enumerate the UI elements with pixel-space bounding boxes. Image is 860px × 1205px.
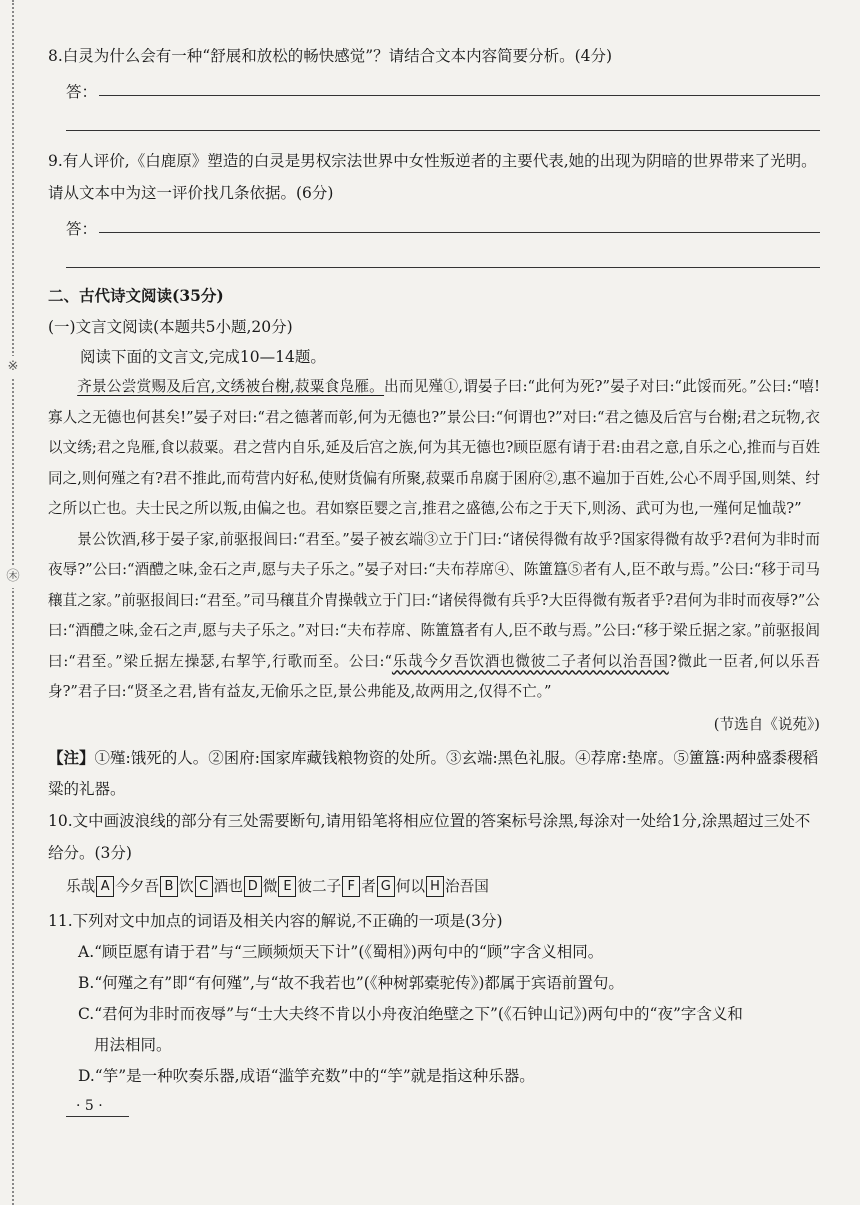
q9-answer-line-2[interactable]	[66, 239, 820, 268]
wavy-underlined-sentence: 乐哉今夕吾饮酒也微彼二子者何以治吾国	[391, 652, 669, 670]
q9-answer-row	[48, 209, 820, 239]
reading-instruction: 阅读下面的文言文,完成10—14题。	[80, 348, 326, 366]
binding-dotted-line	[12, 0, 14, 1205]
passage-p1-text: 出而见殣①,谓晏子曰:“此何为死?”晏子对曰:“此馁而死。”公曰:“嘻!寡人之无德也何甚矣!”晏子对曰:“君之德著而彰,何为无德也?”景公曰:“何谓也?”对曰:“君之德及后宫与台榭;君之玩物,衣以文绣;君之凫雁,食以菽粟。君之营内自乐,延及后宫之族,何为其无德也?顾臣愿有请于君:由君之意,自乐之心,推而与百姓同之,则何殣之有?君不推此,而苟营内好私,使财货偏有所聚,菽粟币帛腐于囷府②,惠不遍加于百姓,公心不周乎国,则桀、纣之所以亡也。夫士民之所以叛,由偏之也。君如察臣婴之言,推君之盛德,公布之于天下,则汤、武可为也,一殣何足恤哉?”	[48, 378, 820, 517]
option-b[interactable]: B.“何殣之有”即“有何殣”,与“故不我若也”(《种树郭橐驼传》)都属于宾语前置句。	[78, 973, 624, 992]
segment: 乐哉	[66, 877, 96, 895]
option-a[interactable]: A.“顾臣愿有请于君”与“三顾频烦天下计”(《蜀相》)两句中的“顾”字含义相同。	[78, 942, 604, 961]
q8-answer-line-2[interactable]	[66, 102, 820, 131]
annotation-notes	[48, 742, 820, 805]
segment: 者	[361, 877, 376, 895]
question-11: 11.下列对文中加点的词语及相关内容的解说,不正确的一项是(3分)	[48, 911, 503, 930]
answer-box-a[interactable]: A	[96, 876, 114, 897]
page-number-text: · 5 ·	[66, 1098, 129, 1117]
passage-paragraph-2	[48, 525, 820, 708]
segment: 治吾国	[445, 877, 489, 895]
question-9: 9.有人评价,《白鹿原》塑造的白灵是男权宗法世界中女性叛逆者的主要代表,她的出现为阴暗的世界带来了光明。请从文本中为这一评价找几条依据。(6分)	[48, 152, 817, 202]
answer-box-f[interactable]: F	[342, 876, 360, 897]
passage-p2-text-before: 景公饮酒,移于晏子家,前驱报闾曰:“君至。”晏子被玄端③立于门曰:“诸侯得微有故乎?国家得微有故乎?君何为非时而夜辱?”公曰:“酒醴之味,金石之声,愿与夫子乐之。”晏子对曰:“夫布荐席④、陈簠簋⑤者有人,臣不敢与焉。”公曰:“移于司马穰苴之家。”前驱报闾曰:“君至。”司马穰苴介胄操戟立于门曰:“诸侯得微有兵乎?大臣得微有叛者乎?君何为非时而夜辱?”公曰:“酒醴之味,金石之声,愿与夫子乐之。”对曰:“夫布荐席、陈簠簋者有人,臣不敢与焉。”公曰:“移于梁丘据之家。”前驱报闾曰:“君至。”梁丘据左操瑟,右挈竽,行歌而至。公曰:“	[48, 530, 820, 670]
q8-answer-label: 答：	[66, 83, 98, 101]
answer-box-e[interactable]: E	[278, 876, 296, 897]
passage-paragraph-1	[48, 372, 820, 525]
segment: 微	[262, 877, 278, 895]
answer-box-c[interactable]: C	[195, 876, 213, 897]
sentence-break-options	[48, 869, 820, 905]
option-d[interactable]: D.“竽”是一种吹奏乐器,成语“滥竽充数”中的“竽”就是指这种乐器。	[78, 1066, 535, 1085]
segment: 何以	[395, 877, 426, 895]
answer-box-h[interactable]: H	[426, 876, 444, 897]
q9-answer-line-1[interactable]	[99, 231, 820, 233]
question-8: 8.白灵为什么会有一种“舒展和放松的畅快感觉”？请结合文本内容简要分析。(4分)	[48, 47, 613, 65]
answer-box-b[interactable]: B	[160, 876, 178, 897]
q8-answer-row	[48, 72, 820, 102]
q8-answer-line-1[interactable]	[99, 94, 820, 96]
segment: 饮	[179, 877, 194, 895]
answer-box-g[interactable]: G	[377, 876, 395, 897]
option-c-continued: 用法相同。	[94, 1035, 172, 1054]
notes-label: 【注】	[48, 747, 95, 767]
passage-source: (节选自《说苑》)	[713, 715, 820, 733]
answer-box-d[interactable]: D	[244, 876, 262, 897]
question-10: 10.文中画波浪线的部分有三处需要断句,请用铅笔将相应位置的答案标号涂黑,每涂对一处给1分,涂黑超过三处不给分。(3分)	[48, 811, 811, 862]
content	[48, 40, 820, 1117]
notes-text: ①殣:饿死的人。②囷府:国家库藏钱粮物资的处所。③玄端:黑色礼服。④荐席:垫席。⑤簠簋:两种盛黍稷稻粱的礼器。	[48, 748, 819, 798]
binding-mark-2: ㊍	[2, 566, 24, 588]
q9-answer-label: 答：	[66, 220, 98, 238]
segment: 彼二子	[297, 877, 342, 895]
option-c[interactable]: C.“君何为非时而夜辱”与“士大夫终不肯以小舟夜泊绝壁之下”(《石钟山记》)两句中的“夜”字含义和	[78, 1004, 743, 1023]
segment: 酒也	[213, 877, 243, 895]
segment: 今夕吾	[115, 877, 159, 895]
section-title: 二、古代诗文阅读(35分)	[48, 286, 224, 305]
passage-p2-text-after: ?微此一臣者,何以乐吾身?”君子曰:“贤圣之君,皆有益友,无偷乐之臣,景公弗能及,故两用之,仅得不亡。”	[48, 652, 820, 700]
sub-section-title: (一)文言文阅读(本题共5小题,20分)	[48, 318, 293, 336]
page-number	[48, 1098, 820, 1117]
underlined-sentence: 齐景公尝赏赐及后宫,文绣被台榭,菽粟食凫雁。	[77, 378, 385, 395]
binding-mark-1: ※	[2, 356, 24, 378]
